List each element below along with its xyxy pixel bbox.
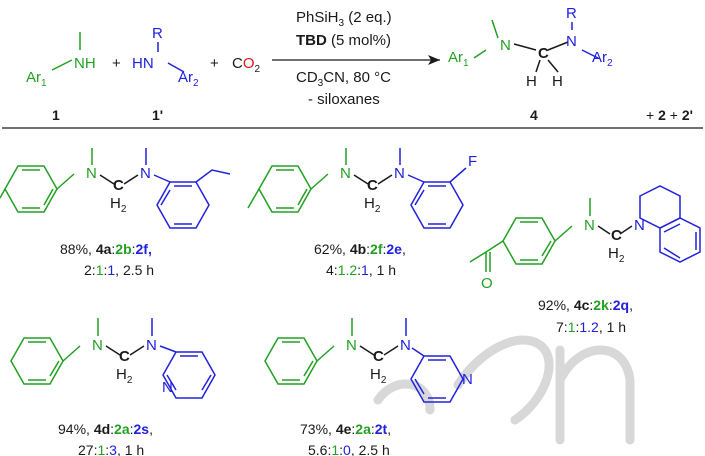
hn-label: HN (132, 55, 154, 72)
n-label: N (86, 165, 97, 182)
n-label: N (500, 37, 511, 54)
product-4e-caption-1: 73%, 4e:2a:2t, (300, 421, 392, 437)
product-4c-caption-2: 7:1:1.2, 1 h (556, 319, 627, 335)
byproducts: + 2 + 2' (646, 107, 693, 123)
nh-label: NH (74, 55, 96, 72)
ar1-label: $Ar_1$ (26, 69, 47, 89)
plus-sign: + (210, 55, 219, 72)
product-4 (448, 5, 613, 90)
r-label: R (566, 5, 577, 22)
product-4a-caption-1: 88%, 4a:2b:2f, (60, 241, 152, 257)
f-label: F (468, 153, 478, 170)
product-4d-caption-1: 94%, 4d:2a:2s, (58, 421, 153, 437)
pyridine-n-label: N (462, 371, 473, 388)
n-label: N (566, 33, 577, 50)
amine-2 (132, 25, 199, 89)
ar2-label: $Ar_2$ (178, 69, 199, 89)
amine-1 (26, 32, 96, 89)
plus-sign: + (112, 55, 121, 72)
product-4e-structure (265, 318, 473, 402)
product-4a-structure (0, 148, 230, 228)
svg-text:C: C (373, 348, 384, 365)
svg-text:Ar2: $Ar_2$ (592, 49, 613, 69)
h-label: H (552, 73, 563, 90)
c-label: C (113, 177, 124, 194)
svg-text:PhSiH3 (2 eq.): PhSiH$_3$ (2 eq.) (296, 9, 392, 29)
product-4d-caption-2: 27:1:3, 1 h (78, 442, 145, 456)
svg-text:H2: $H_2$ (364, 195, 381, 215)
svg-text:H2: $H_2$ (116, 366, 133, 386)
svg-text:N: N (400, 337, 411, 354)
r-label: R (152, 25, 163, 42)
product-4d-structure (11, 318, 215, 398)
svg-text:N: N (340, 165, 351, 182)
compound-number-1-prime: 1' (152, 107, 164, 123)
svg-text:N: N (394, 165, 405, 182)
svg-text:C: C (367, 177, 378, 194)
svg-text:N: N (346, 337, 357, 354)
product-4a-caption-2: 2:1:1, 2.5 h (84, 262, 155, 278)
product-4b-caption-1: 62%, 4b:2f:2e, (314, 241, 406, 257)
svg-text:TBD (5 mol%): TBD (5 mol%) (296, 32, 392, 49)
o-label: O (481, 275, 493, 292)
product-4c-structure (470, 186, 700, 292)
watermark (378, 340, 630, 440)
co2-label: $CO_2$ (232, 55, 261, 75)
compound-number-4: 4 (530, 107, 538, 123)
reaction-conditions (272, 9, 440, 108)
svg-text:- siloxanes: - siloxanes (308, 91, 380, 108)
svg-text:N: N (146, 337, 157, 354)
pyridine-n-label: N (162, 379, 173, 396)
svg-text:N: N (634, 217, 645, 234)
compound-number-1: 1 (52, 107, 60, 123)
product-4c-caption-1: 92%, 4c:2k:2q, (538, 297, 633, 313)
product-4e-caption-2: 5.6:1:0, 2.5 h (308, 442, 390, 456)
svg-text:H2: $H_2$ (370, 366, 387, 386)
svg-text:Ar1: $Ar_1$ (448, 49, 469, 69)
svg-text:C: C (611, 227, 622, 244)
svg-text:CD3CN, 80 °C: $CD_3CN$, 80 °C (296, 69, 391, 89)
svg-text:H2: $H_2$ (608, 245, 625, 265)
product-4b-caption-2: 4:1.2:1, 1 h (326, 262, 397, 278)
svg-text:N: N (584, 217, 595, 234)
h-label: H (526, 73, 537, 90)
n-label: N (140, 165, 151, 182)
svg-text:N: N (92, 337, 103, 354)
c-label: C (538, 45, 549, 62)
h2-label: $H_2$ (110, 195, 127, 215)
svg-text:C: C (119, 348, 130, 365)
product-4b-structure (248, 148, 477, 228)
